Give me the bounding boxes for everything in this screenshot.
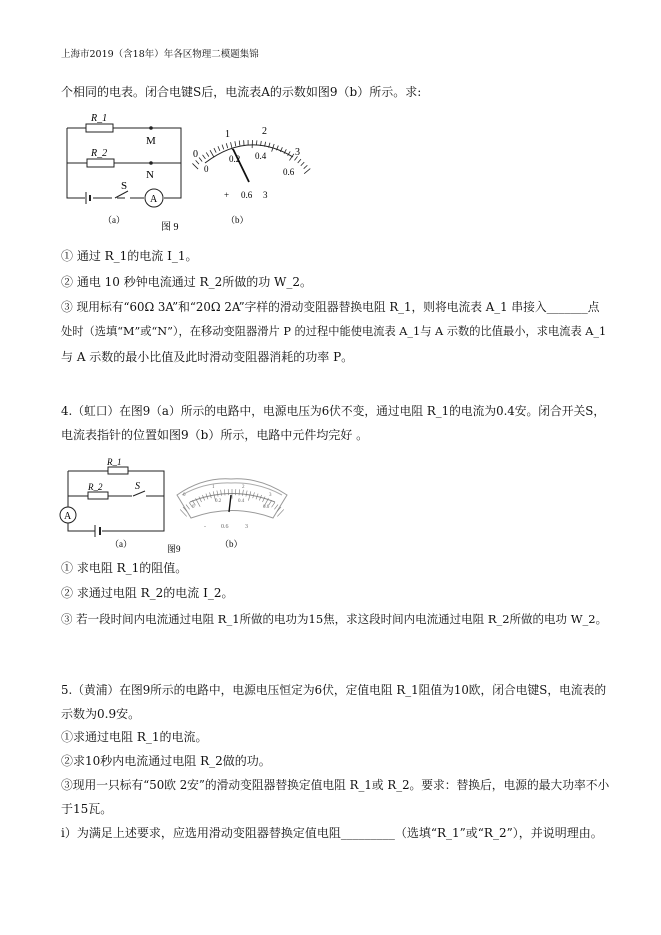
r1-label: R_1 xyxy=(91,113,108,124)
terminal-plus: + xyxy=(224,190,230,200)
meter-tick xyxy=(235,141,236,146)
meter-tick xyxy=(203,155,206,159)
scale-bottom-2: 0.4 xyxy=(238,499,245,504)
meter-tick xyxy=(217,491,218,497)
meter-tick xyxy=(214,148,216,152)
meter-tick xyxy=(222,145,224,150)
q5-item-3-cont: 于15瓦。 xyxy=(61,802,113,816)
q3-item-1: ① 通过 R_1的电流 I_1。 xyxy=(61,249,198,263)
scale-top-1: 1 xyxy=(212,485,215,490)
scale-top-2: 2 xyxy=(242,485,245,490)
n-label: N xyxy=(146,169,154,181)
figure-caption: 图 9 xyxy=(161,222,179,233)
terminal-3: 3 xyxy=(245,524,248,530)
q5-item-3: ③现用一只标有“50欧 2安”的滑动变阻器替换定值电阻 R_1或 R_2。要求：替换后，电源的最大功率不小 xyxy=(61,778,610,792)
scale-top-2: 2 xyxy=(262,126,267,137)
meter-tick xyxy=(298,159,301,163)
meter-tick xyxy=(199,497,202,502)
r2-label: R_2 xyxy=(88,482,103,492)
scale-top-0: 0 xyxy=(183,493,186,498)
q5-item-1: ①求通过电阻 R_1的电流。 xyxy=(61,730,208,744)
meter-tick xyxy=(248,491,250,500)
q5-line-1: 5.（黄浦）在图9所示的电路中，电源电压恒定为6伏，定值电阻 R_1阻值为10欧，闭合电键S，电流表的 xyxy=(61,683,607,697)
meter-tick xyxy=(301,162,304,166)
ammeter-label: A xyxy=(150,194,158,205)
q5-item-3-i: i）为满足上述要求，应选用滑动变阻器替换定值电阻_________（选填“R_1”或“R_2”），并说明理由。 xyxy=(61,826,603,840)
meter-tick xyxy=(239,489,240,495)
q3-item-3: ③ 现用标有“60Ω 3A”和“20Ω 2A”字样的滑动变阻器替换电阻 R_1，则将电流表 A_1 串接入_______点 xyxy=(61,300,600,314)
q3-item-3-end: 与 A 示数的最小比值及此时滑动变阻器消耗的功率 P。 xyxy=(61,350,354,364)
q4-item-1: ① 求电阻 R_1的阻值。 xyxy=(61,561,188,575)
q4-figure-9 xyxy=(55,455,315,555)
meter-tick xyxy=(218,146,220,151)
scale-top-1: 1 xyxy=(225,129,230,140)
r2-label: R_2 xyxy=(91,148,108,159)
scale-bottom-3: 0.6 xyxy=(263,505,270,510)
s-label: S xyxy=(121,180,128,192)
q4-line-2: 电流表指针的位置如图9（b）所示，电路中元件均完好 。 xyxy=(61,428,369,442)
meter-tick xyxy=(186,505,190,510)
scale-bottom-0: 0 xyxy=(192,505,195,510)
meter-tick xyxy=(239,141,240,146)
scale-bottom-1: 0.2 xyxy=(229,154,241,164)
scale-top-0: 0 xyxy=(193,149,198,160)
q3-intro: 个相同的电表。闭合电键S后，电流表A的示数如图9（b）所示。求: xyxy=(61,85,422,99)
meter-tick xyxy=(246,491,247,497)
scale-top-3: 3 xyxy=(269,493,272,498)
label-a: （a） xyxy=(110,539,132,549)
meter-tick xyxy=(304,169,310,174)
terminal-06: 0.6 xyxy=(221,524,229,530)
meter-tick xyxy=(224,489,225,495)
terminal-06: 0.6 xyxy=(241,190,253,200)
meter-tick xyxy=(196,160,199,164)
meter-tick xyxy=(242,490,243,496)
meter-tick xyxy=(304,165,308,168)
label-b: （b） xyxy=(220,539,243,549)
q4-item-3: ③ 若一段时间内电流通过电阻 R_1所做的电功为15焦，求这段时间内电流通过电阻 R_2所做的电功 W_2。 xyxy=(61,612,608,626)
meter-tick xyxy=(272,502,275,507)
scale-bottom-2: 0.4 xyxy=(255,151,267,161)
meter-tick xyxy=(199,158,202,162)
label-a: （a） xyxy=(103,215,125,225)
meter-tick xyxy=(221,490,222,496)
q4-item-2: ② 求通过电阻 R_2的电流 I_2。 xyxy=(61,586,234,600)
r1-label: R_1 xyxy=(107,457,122,467)
terminal-minus: - xyxy=(204,524,206,530)
q3-item-2: ② 通电 10 秒钟电流通过 R_2所做的功 W_2。 xyxy=(61,275,312,289)
figure-caption: 图9 xyxy=(167,544,181,554)
scale-bottom-3: 0.6 xyxy=(283,167,295,177)
scale-bottom-0: 0 xyxy=(204,164,209,174)
scale-bottom-1: 0.2 xyxy=(215,499,222,504)
label-b: （b） xyxy=(226,215,249,225)
meter-tick xyxy=(210,150,214,157)
terminal-3: 3 xyxy=(263,190,268,200)
m-label: M xyxy=(146,135,156,147)
meter-tick xyxy=(192,163,198,169)
meter-tick xyxy=(206,152,209,156)
meter-tick xyxy=(226,143,227,148)
ammeter-label: A xyxy=(64,511,72,522)
q3-figure-9 xyxy=(55,110,315,235)
q5-line-2: 示数为0.9安。 xyxy=(61,707,141,721)
page-header: 上海市2019（含18年）年各区物理二模题集锦 xyxy=(61,49,259,60)
q5-item-2: ②求10秒内电流通过电阻 R_2做的功。 xyxy=(61,754,271,768)
q3-item-3-cont: 处时（选填“M”或“N”），在移动变阻器滑片 P 的过程中能使电流表 A_1与 A 示数的比值最小，求电流表 A_1 xyxy=(61,325,607,338)
meter-tick xyxy=(274,505,278,510)
q4-line-1: 4.（虹口）在图9（a）所示的电路中，电源电压为6伏不变，通过电阻 R_1的电流为0.4安。闭合开关S， xyxy=(61,404,606,418)
scale-top-3: 3 xyxy=(295,147,300,158)
s-label: S xyxy=(135,481,140,492)
